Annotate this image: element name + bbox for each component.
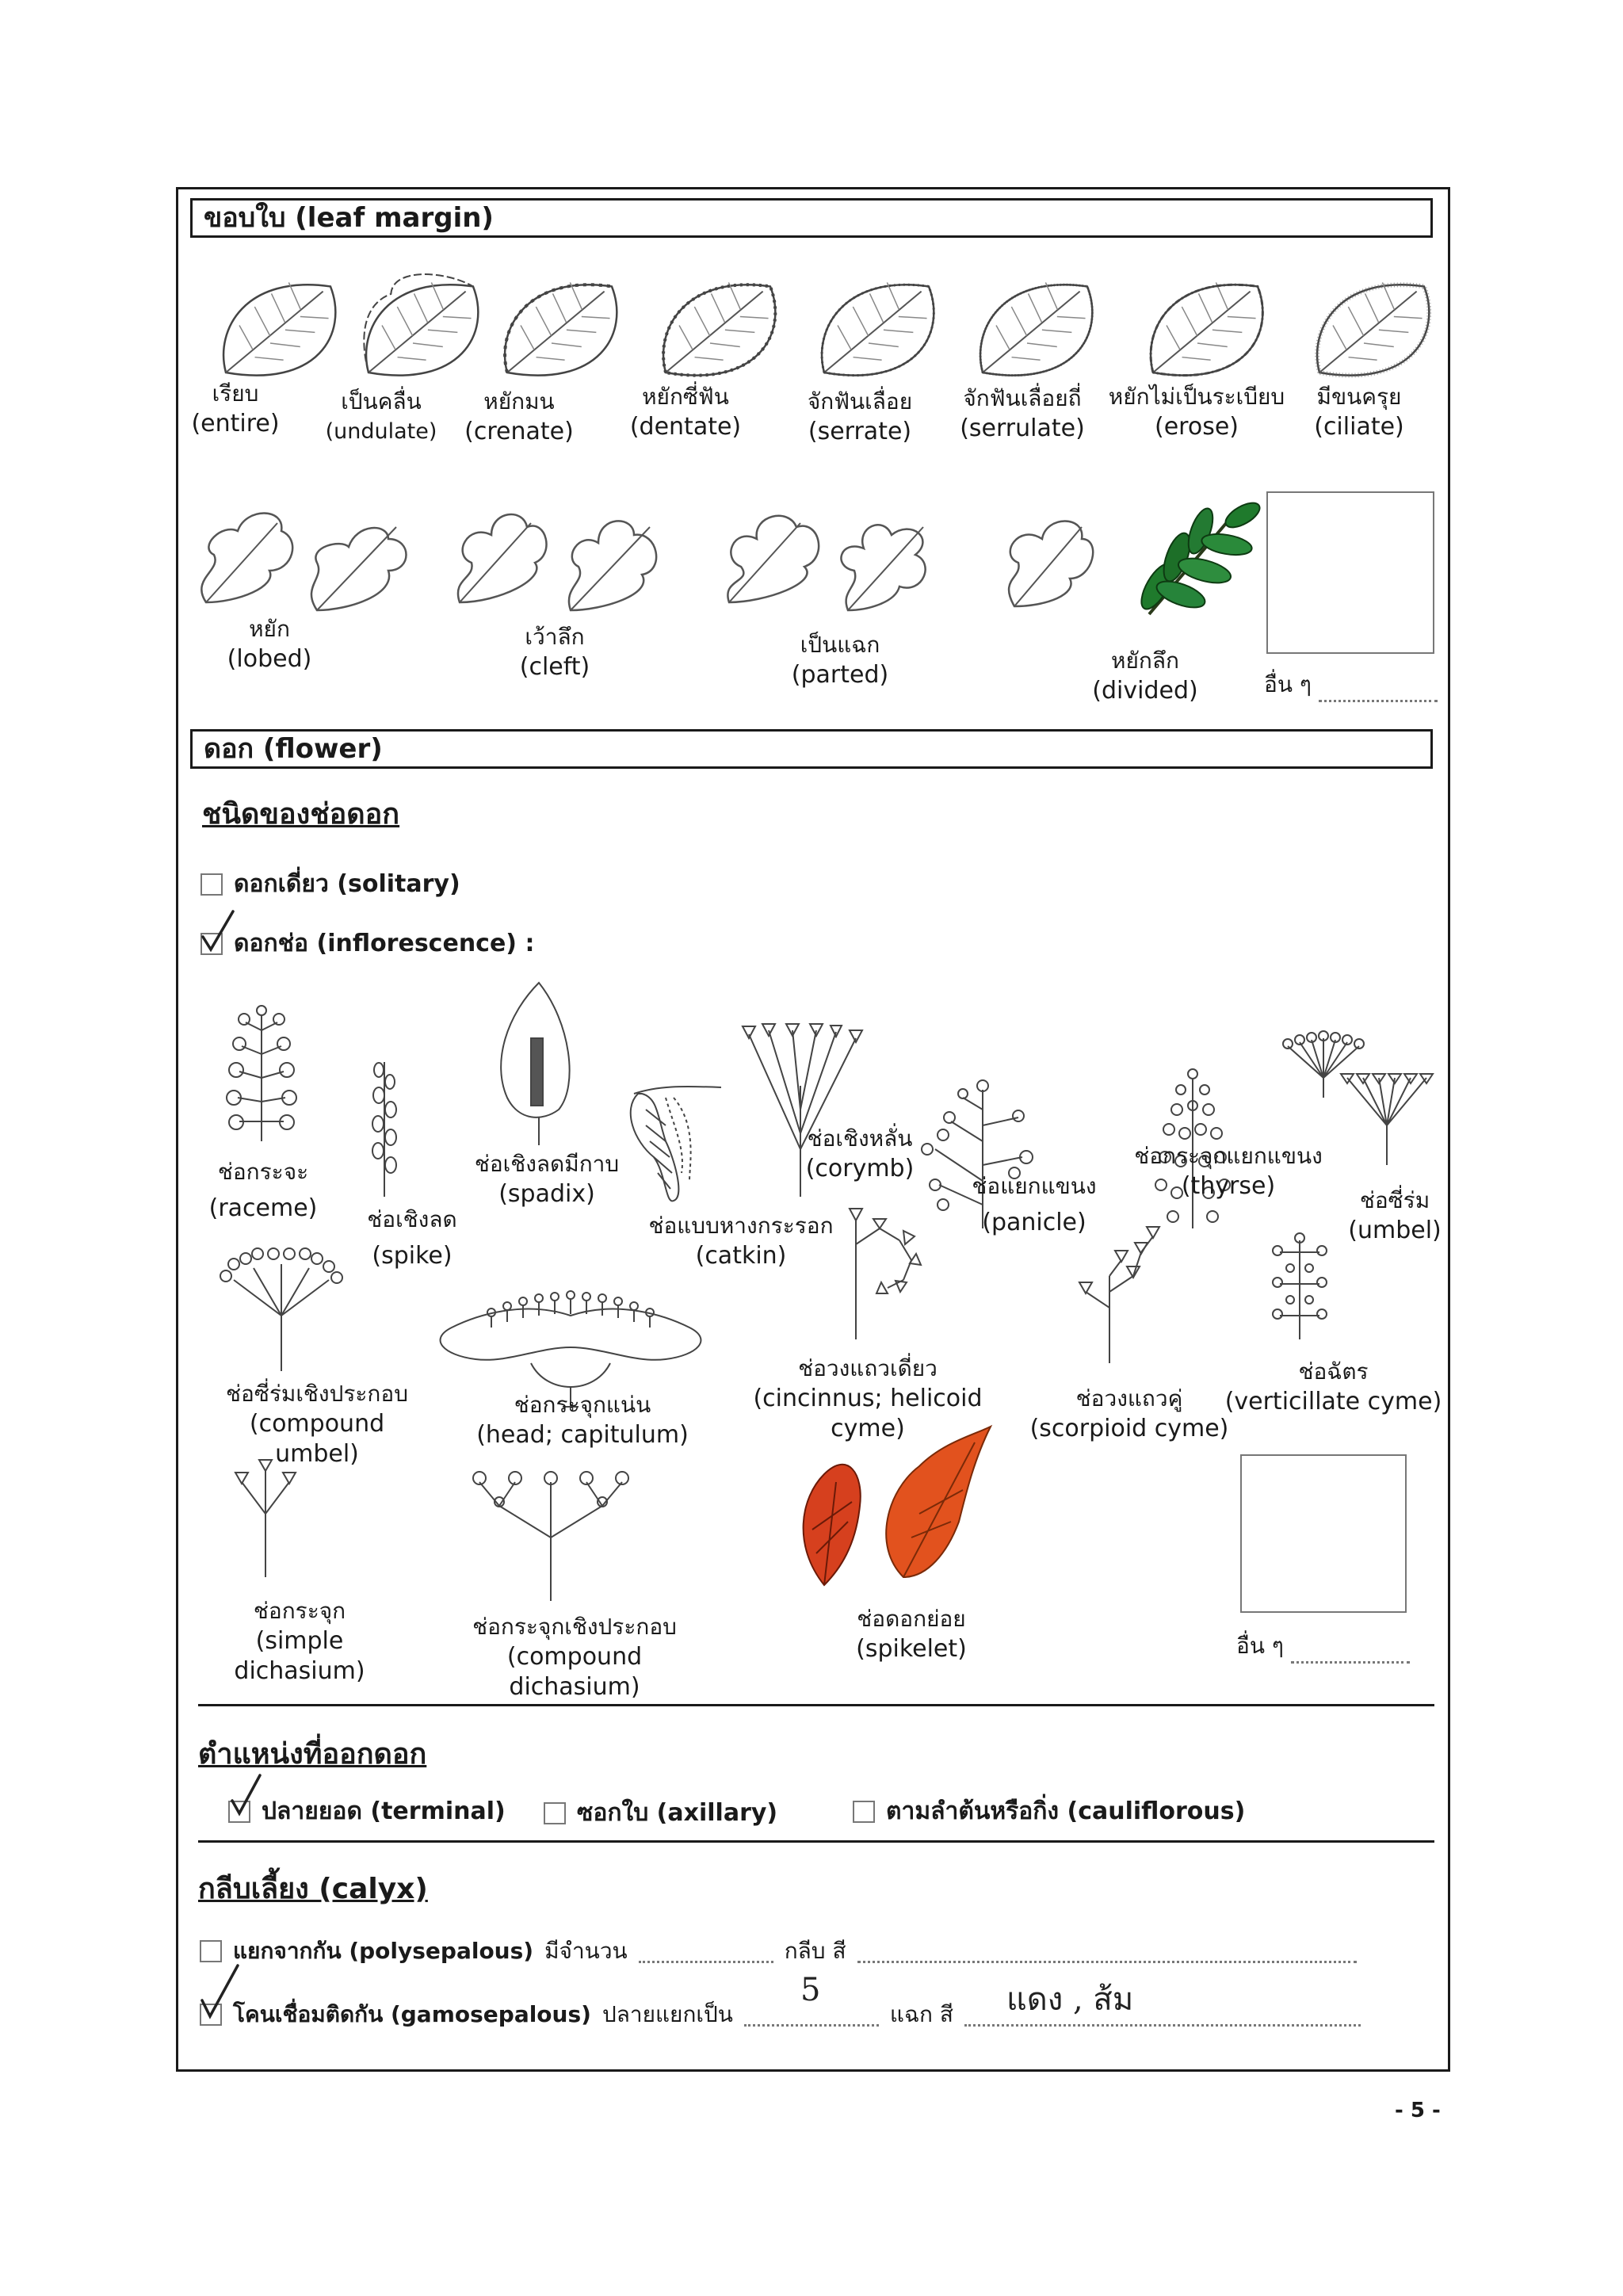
position-terminal-option[interactable] [228,1793,506,1830]
axillary-checkbox[interactable] [544,1802,566,1824]
flower-header: ดอก (flower) [190,729,1433,769]
gamosepalous-color-label: แฉก สี [889,2001,953,2027]
spike-caption: ช่อเชิงลด (spike) [367,1206,457,1270]
cincinnus-icon [850,1209,921,1339]
panicle-caption: ช่อแยกแขนง (panicle) [972,1173,1097,1236]
inflorescence-check-mark-icon [198,910,238,953]
solitary-checkbox[interactable] [200,873,223,896]
compound-dichasium-caption: ช่อกระจุกเชิงประกอบ (compound dichasium) [472,1614,677,1701]
polysepalous-count-field[interactable] [639,1940,773,1963]
spikelet-caption: ช่อดอกย่อย (spikelet) [856,1606,967,1663]
polysepalous-count-label: มีจำนวน [544,1938,628,1964]
gamosepalous-tip-label: ปลายแยกเป็น [601,2001,733,2027]
spikelet-icon [804,1427,991,1585]
polysepalous-color-field[interactable] [857,1940,1357,1963]
catkin-caption: ช่อแบบหางกระรอก (catkin) [648,1213,834,1270]
verticillate-cyme-icon [1273,1233,1327,1339]
inflorescence-label: ดอกช่อ (inflorescence) : [234,930,535,957]
leaf-parted-icon [727,516,925,610]
leaf-margin-row1-drawings [190,246,1458,380]
leaf-margin-caption-erose: หยักไม่เป็นระเบียบ (erose) [1108,384,1285,441]
leaf-margin-row2-drawings [190,491,1260,626]
corymb-caption: ช่อเชิงหลั่น (corymb) [805,1125,915,1182]
leaf-lobed-icon [201,514,406,611]
polysepalous-label: แยกจากกัน (polysepalous) [233,1938,534,1964]
leaf-margin-caption-serrulate: จักฟันเลื่อยถี่ (serrulate) [960,385,1085,442]
section-divider [198,1840,1434,1843]
leaf-margin-caption-divided: หยักลึก (divided) [1092,648,1198,705]
polysepalous-checkbox[interactable] [200,1940,222,1962]
simple-dichasium-icon [235,1460,296,1577]
compound-dichasium-icon [473,1472,628,1601]
leaf-margin-other-drawing-box[interactable] [1266,491,1434,654]
catkin-icon [631,1087,721,1201]
leaf-margin-caption-undulate: เป็นคลื่น (undulate) [325,388,437,444]
section-divider [198,1704,1434,1706]
terminal-check-mark-icon [228,1774,264,1817]
raceme-icon [227,1006,296,1141]
leaf-margin-caption-entire: เรียบ (entire) [191,380,280,437]
gamosepalous-option[interactable] [200,1997,1361,2032]
leaf-margin-header: ขอบใบ (leaf margin) [190,198,1433,238]
leaf-cleft-icon [458,514,656,610]
raceme-caption: ช่อกระจะ (raceme) [208,1159,318,1222]
inflorescence-option[interactable] [200,925,534,962]
leaf-margin-other-field[interactable]: อื่น ๆ [1264,667,1438,702]
leaf-margin-caption-cleft: เว้าลึก (cleft) [519,624,590,681]
position-axillary-option[interactable] [544,1794,777,1832]
verticillate-cyme-caption: ช่อฉัตร (verticillate cyme) [1224,1358,1442,1415]
spadix-caption: ช่อเชิงลดมีกาบ (spadix) [474,1151,620,1208]
head-caption: ช่อกระจุกแน่น (head; capitulum) [476,1392,689,1449]
leaf-margin-caption-ciliate: มีขนครุย (ciliate) [1314,384,1404,441]
flowering-position-heading: ตำแหน่งที่ออกดอก [198,1738,427,1771]
solitary-option[interactable] [200,865,460,903]
thyrse-caption: ช่อกระจุกแยกแขนง (thyrse) [1134,1143,1323,1200]
compound-umbel-caption: ช่อซี่ร่มเชิงประกอบ (compound umbel) [226,1381,408,1468]
spike-icon [372,1062,396,1197]
gamosepalous-count-handwritten: 5 [800,1972,821,2008]
solitary-label: ดอกเดี่ยว (solitary) [234,870,460,898]
leaf-margin-caption-dentate: หยักซี่ฟัน (dentate) [629,384,742,441]
polysepalous-option[interactable] [200,1934,1357,1969]
scorpioid-cyme-icon [1079,1227,1159,1363]
cauliflorous-checkbox[interactable] [853,1801,875,1823]
calyx-heading: กลีบเลี้ยง (calyx) [198,1873,428,1905]
inflorescence-other-drawing-box[interactable] [1240,1454,1407,1613]
spadix-icon [501,983,569,1145]
cauliflorous-label: ตามลำต้นหรือกิ่ง (cauliflorous) [886,1797,1246,1825]
inflorescence-type-heading: ชนิดของช่อดอก [202,798,400,831]
simple-dichasium-caption: ช่อกระจุก (simple dichasium) [234,1598,365,1685]
gamosepalous-label: โคนเชื่อมติดกัน (gamosepalous) [233,2001,591,2027]
polysepalous-color-label: กลีบ สี [784,1938,846,1964]
position-cauliflorous-option[interactable] [853,1793,1245,1830]
umbel-caption: ช่อซี่ร่ม (umbel) [1348,1187,1442,1244]
page-number: - 5 - [1395,2099,1441,2122]
compound-umbel-icon [220,1248,342,1371]
inflorescence-other-field[interactable]: อื่น ๆ [1236,1629,1410,1664]
leaf-margin-caption-lobed: หยัก (lobed) [227,616,312,673]
leaf-margin-caption-crenate: หยักมน (crenate) [464,388,574,445]
cincinnus-caption: ช่อวงแถวเดี่ยว (cincinnus; helicoid cyme) [753,1355,983,1442]
leaf-divided-icon [1136,498,1264,614]
leaf-margin-caption-parted: เป็นแฉก (parted) [791,632,889,689]
gamosepalous-color-handwritten: แดง , ส้ม [1006,1981,1134,2018]
gamosepalous-check-mark-icon [198,1964,242,2019]
axillary-label: ซอกใบ (axillary) [577,1799,778,1827]
leaf-margin-caption-serrate: จักฟันเลื่อย (serrate) [807,388,913,445]
scorpioid-cyme-caption: ช่อวงแถวคู่ (scorpioid cyme) [1029,1385,1229,1442]
terminal-label: ปลายยอด (terminal) [262,1797,506,1825]
